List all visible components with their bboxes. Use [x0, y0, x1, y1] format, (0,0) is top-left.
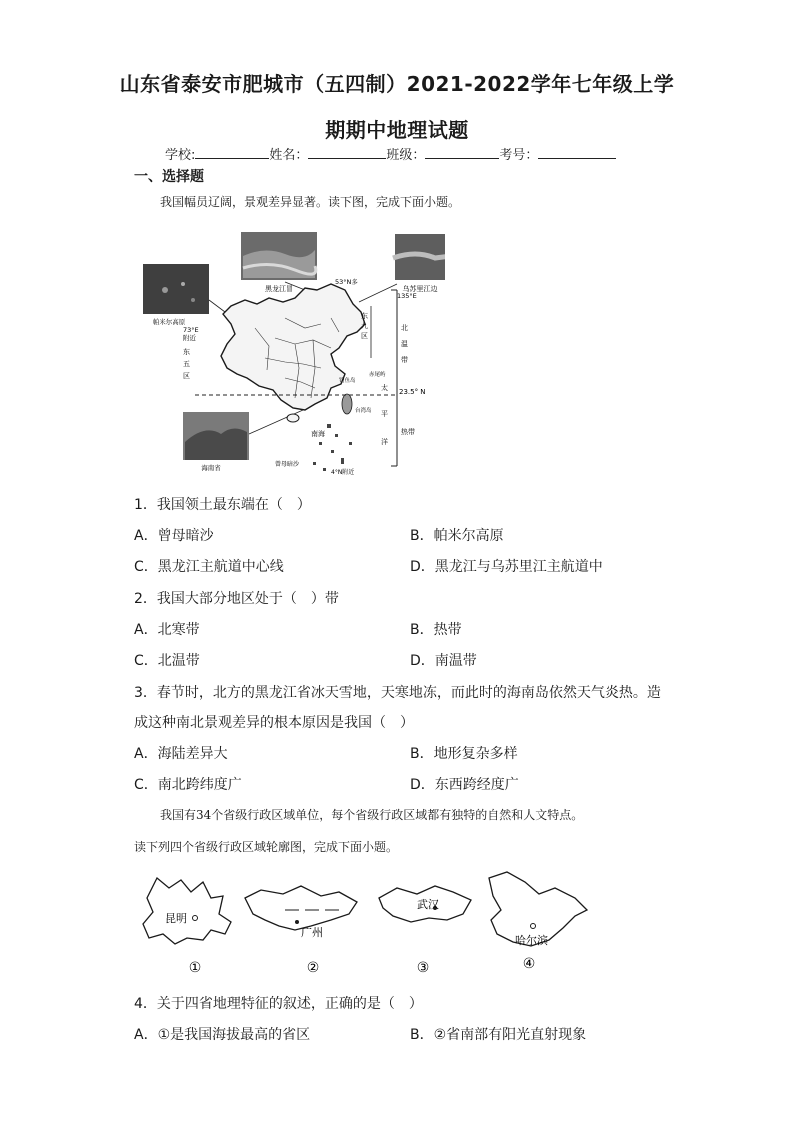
q3-option-d[interactable]: D．东西跨经度广 — [410, 777, 519, 793]
province-outlines-figure — [135, 868, 595, 978]
label-photo-hainan: 海南省 — [201, 464, 221, 472]
province-num-4: ④ — [522, 956, 536, 972]
intro-text-2-line1: 我国有34个省级行政区域单位，每个省级行政区域都有独特的自然和人文特点。 — [160, 808, 584, 822]
label-diaoyu: 钓鱼岛 — [339, 378, 356, 384]
label-135e: 135°E — [397, 292, 417, 300]
school-blank — [195, 146, 269, 159]
q1-option-c[interactable]: C．黑龙江主航道中心线 — [134, 559, 284, 575]
label-photo-heilongjiang: 黑龙江冒 — [265, 285, 293, 293]
outline-yunnan — [143, 878, 231, 944]
label-zengmu: 曾母暗沙 — [275, 461, 300, 468]
intro-text-2-line2: 读下列四个省级行政区域轮廓图，完成下面小题。 — [134, 840, 399, 854]
label-4n: 4°N附近 — [331, 469, 355, 476]
q4-option-a[interactable]: A．①是我国海拔最高的省区 — [134, 1027, 311, 1043]
q3-stem-line1: 3．春节时，北方的黑龙江省冰天雪地，天寒地冻，而此时的海南岛依然天气炎热。造 — [134, 685, 661, 701]
q3-stem-line2: 成这种南北景观差异的根本原因是我国（ ） — [134, 715, 414, 731]
province-num-3: ③ — [416, 960, 430, 976]
school-label: 学校: — [165, 148, 196, 163]
q3-option-a[interactable]: A．海陆差异大 — [134, 746, 228, 762]
q2-stem: 2．我国大部分地区处于（ ）带 — [134, 591, 339, 607]
q1-option-d[interactable]: D．黑龙江与乌苏里江主航道中 — [410, 559, 603, 575]
label-taiwan: 台湾岛 — [355, 408, 372, 414]
q3-option-c[interactable]: C．南北跨纬度广 — [134, 777, 242, 793]
label-beiwen-3: 带 — [401, 356, 408, 364]
china-map-figure — [135, 228, 445, 480]
class-label: 班级： — [386, 148, 426, 163]
province-city-1: 昆明 — [165, 912, 187, 925]
name-blank — [308, 146, 386, 159]
q1-option-b[interactable]: B．帕米尔高原 — [410, 528, 504, 544]
id-blank — [538, 146, 616, 159]
label-chiwei: 赤尾屿 — [369, 372, 386, 378]
label-dongjiu-1: 东 — [361, 312, 368, 320]
q2-option-c[interactable]: C．北温带 — [134, 653, 200, 669]
label-73e-near: 附近 — [183, 334, 196, 342]
q1-option-a[interactable]: A．曾母暗沙 — [134, 528, 214, 544]
province-city-4: 哈尔滨 — [515, 934, 548, 947]
intro-text-1: 我国幅员辽阔，景观差异显著。读下图，完成下面小题。 — [160, 195, 461, 209]
q2-option-d[interactable]: D．南温带 — [410, 653, 477, 669]
province-city-2: 广州 — [301, 926, 323, 939]
label-nanhai: 南海 — [311, 430, 325, 438]
student-info-row — [165, 144, 616, 163]
q2-option-a[interactable]: A．北寒带 — [134, 622, 200, 638]
label-photo-wusuli: 乌苏里江边 — [402, 285, 438, 293]
label-dongwu-2: 五 — [183, 360, 190, 368]
label-beiwen-1: 北 — [401, 324, 408, 332]
q1-stem: 1．我国领土最东端在（ ） — [134, 497, 311, 513]
photo-pamir — [143, 264, 209, 314]
label-redai: 热带 — [401, 428, 415, 436]
label-dongjiu-2: 九 — [361, 322, 368, 330]
province-num-2: ② — [306, 960, 320, 976]
page-title-line2: 期期中地理试题 — [325, 118, 469, 142]
label-dongwu-3: 区 — [183, 372, 190, 380]
label-73e: 73°E — [183, 326, 199, 334]
label-photo-pamir: 帕米尔高原 — [152, 318, 186, 326]
label-pacific-1: 太 — [381, 384, 388, 392]
name-label: 姓名： — [269, 148, 309, 163]
q3-option-b[interactable]: B．地形复杂多样 — [410, 746, 518, 762]
class-blank — [425, 146, 499, 159]
province-city-3: 武汉 — [417, 898, 439, 911]
q4-option-b[interactable]: B．②省南部有阳光直射现象 — [410, 1027, 587, 1043]
section-heading: 一、选择题 — [134, 169, 204, 185]
outline-guangdong — [245, 886, 357, 930]
q2-option-b[interactable]: B．热带 — [410, 622, 462, 638]
id-label: 考号： — [499, 148, 539, 163]
page-title-line1: 山东省泰安市肥城市（五四制）2021-2022学年七年级上学 — [119, 72, 675, 96]
label-23-5n: 23.5° N — [399, 388, 426, 396]
label-53n: 53°N多 — [335, 278, 358, 286]
label-pacific-3: 洋 — [381, 438, 388, 446]
province-num-1: ① — [188, 960, 202, 976]
label-pacific-2: 平 — [381, 410, 388, 418]
china-outline — [221, 284, 365, 410]
label-dongjiu-3: 区 — [361, 332, 368, 340]
label-beiwen-2: 温 — [401, 340, 408, 348]
q4-stem: 4．关于四省地理特征的叙述，正确的是（ ） — [134, 996, 423, 1012]
label-dongwu-1: 东 — [183, 348, 190, 356]
